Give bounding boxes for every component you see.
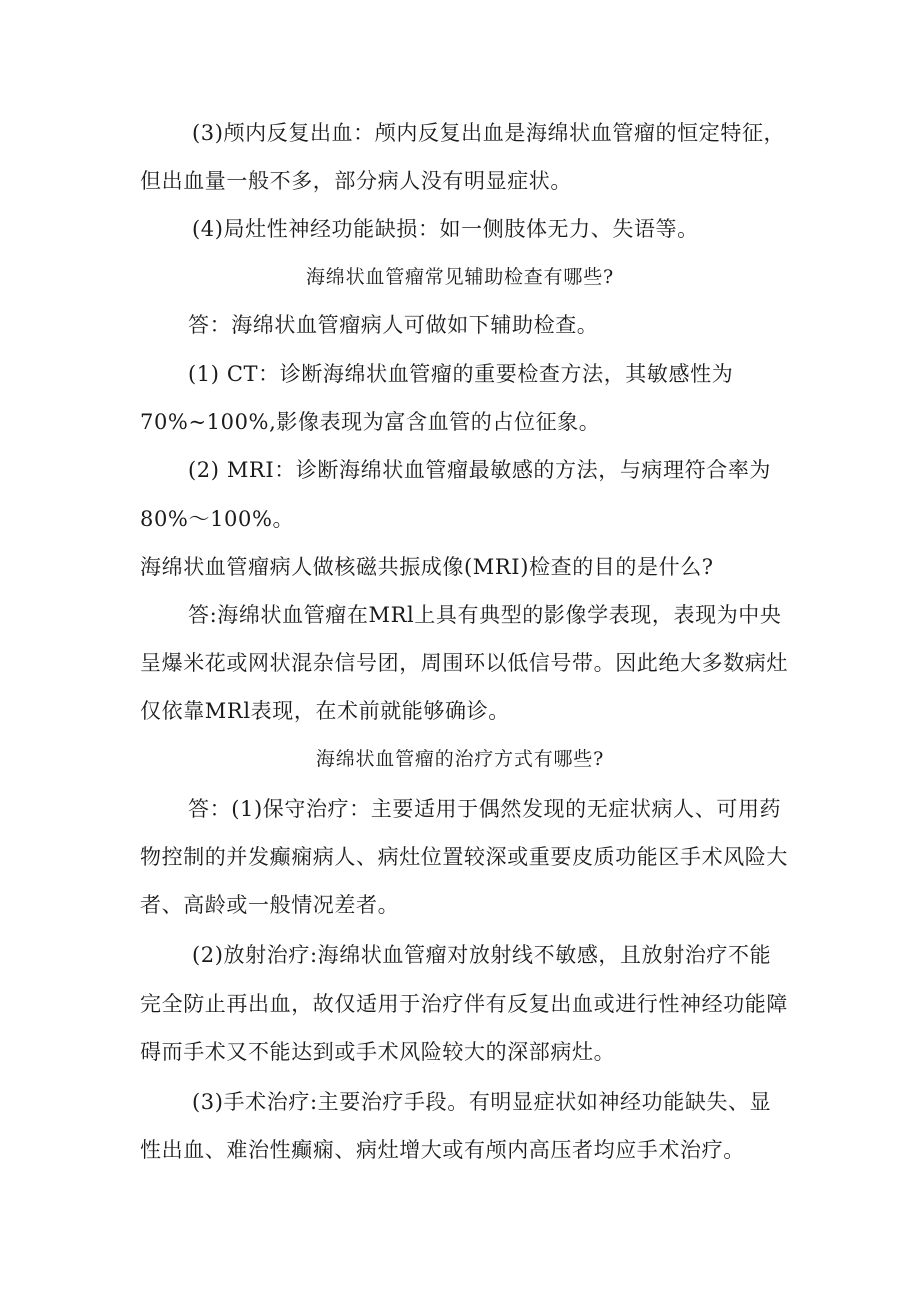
section-question-heading: 海绵状血管瘤常见辅助检查有哪些? <box>306 266 614 288</box>
paragraph-line: (2) MRI：诊断海绵状血管瘤最敏感的方法，与病理符合率为 <box>188 458 772 482</box>
answer-line: 答：海绵状血管瘤病人可做如下辅助检查。 <box>188 313 599 337</box>
paragraph-line: 仅依靠MRl表现，在术前就能够确诊。 <box>140 699 510 723</box>
paragraph-line: 呈爆米花或网状混杂信号团，周围环以低信号带。因此绝大多数病灶 <box>140 651 788 675</box>
paragraph-line: (4)局灶性神经功能缺损：如一侧肢体无力、失语等。 <box>192 217 699 241</box>
paragraph-line: (1) CT：诊断海绵状血管瘤的重要检查方法，其敏感性为 <box>188 362 734 386</box>
paragraph-line: 者、高龄或一般情况差者。 <box>140 893 400 917</box>
paragraph-line: 80%～100%。 <box>140 507 295 531</box>
paragraph-line: 碍而手术又不能达到或手术风险较大的深部病灶。 <box>140 1040 616 1064</box>
paragraph-line: 但出血量一般不多，部分病人没有明显症状。 <box>140 169 572 193</box>
answer-line: 答:海绵状血管瘤在MRl上具有典型的影像学表现，表现为中央 <box>188 603 782 627</box>
answer-line: 答：(1)保守治疗：主要适用于偶然发现的无症状病人、可用药 <box>188 797 782 821</box>
section-question-heading: 海绵状血管瘤的治疗方式有哪些? <box>315 748 605 770</box>
paragraph-line: (2)放射治疗:海绵状血管瘤对放射线不敏感，且放射治疗不能 <box>192 943 772 967</box>
paragraph-line: 70%~100%,影像表现为富含血管的占位征象。 <box>140 410 601 434</box>
paragraph-line: 完全防止再出血，故仅适用于治疗伴有反复出血或进行性神经功能障 <box>140 992 788 1016</box>
paragraph-line: 物控制的并发癫痫病人、病灶位置较深或重要皮质功能区手术风险大 <box>140 845 788 869</box>
paragraph-line: 性出血、难治性癫痫、病灶增大或有颅内高压者均应手术治疗。 <box>140 1138 745 1162</box>
paragraph-line: (3)颅内反复出血：颅内反复出血是海绵状血管瘤的恒定特征， <box>192 121 786 145</box>
section-question-heading: 海绵状血管瘤病人做核磁共振成像(MRI)检查的目的是什么? <box>140 555 714 579</box>
paragraph-line: (3)手术治疗:主要治疗手段。有明显症状如神经功能缺失、显 <box>192 1090 772 1114</box>
